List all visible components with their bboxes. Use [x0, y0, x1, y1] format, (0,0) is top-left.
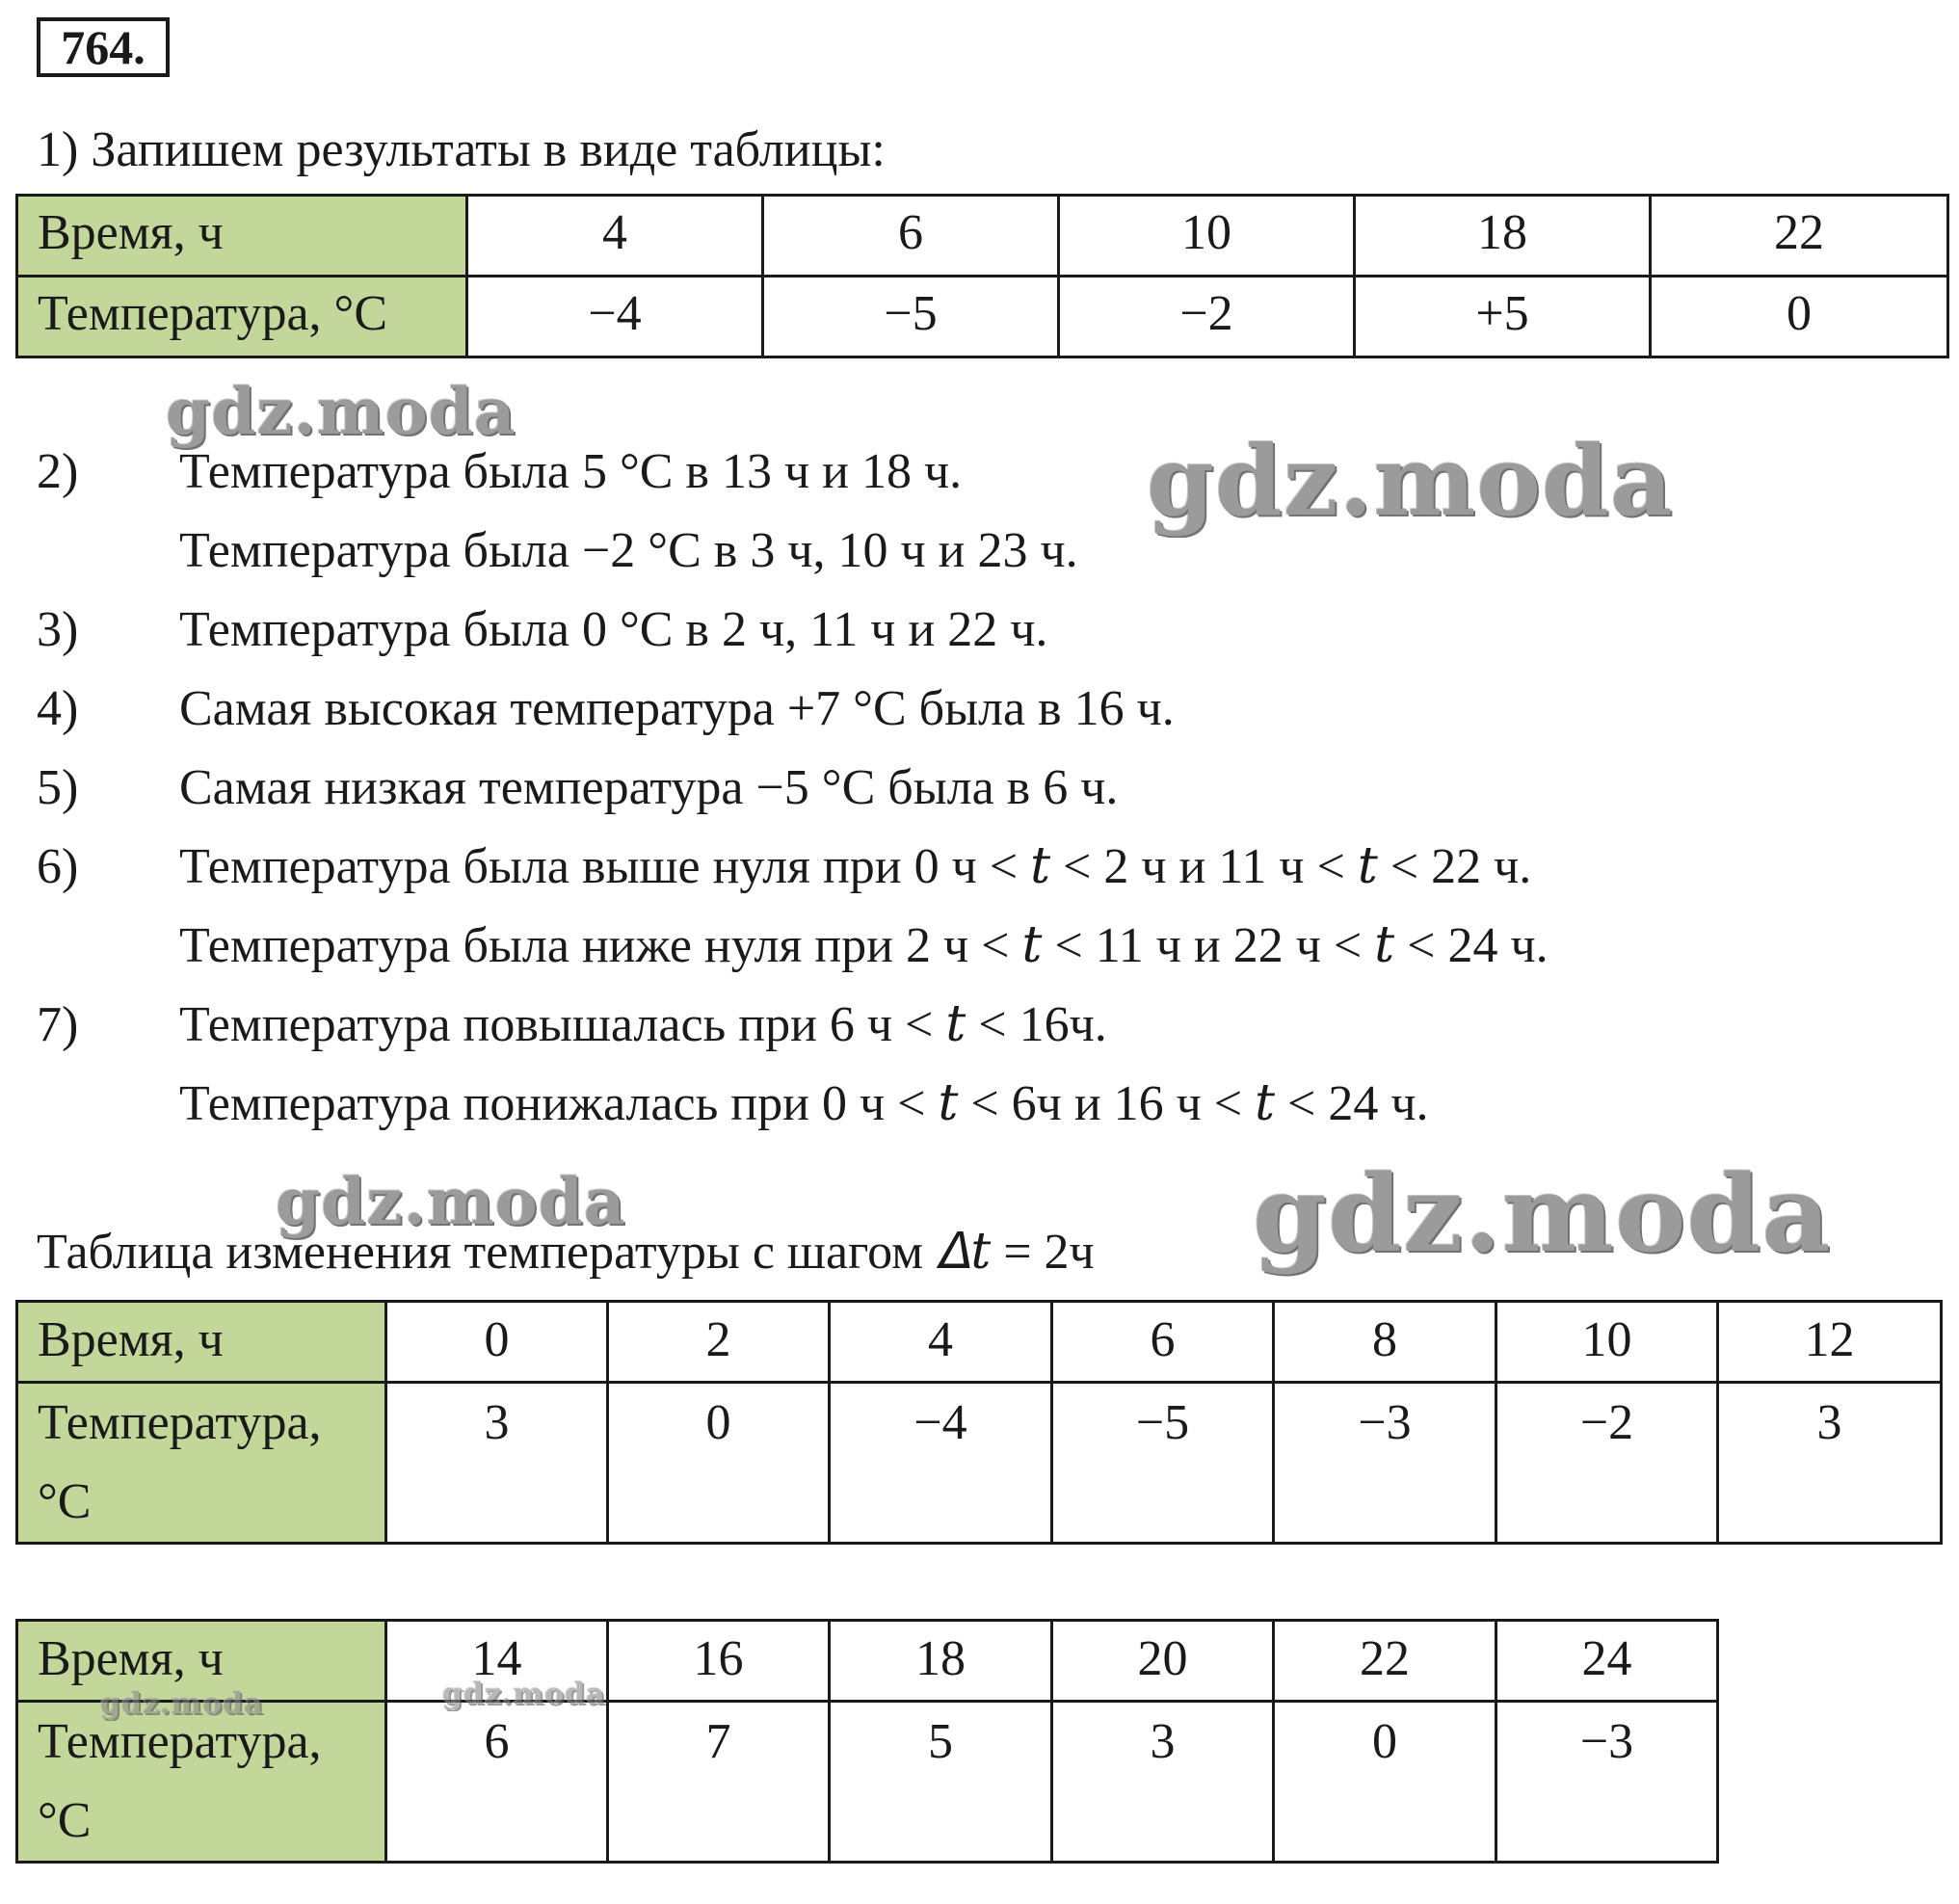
- time-cell: 8: [1274, 1302, 1496, 1383]
- answer-number: 3): [37, 602, 79, 657]
- time-cell: 20: [1052, 1621, 1274, 1702]
- time-row: [17, 1621, 1718, 1702]
- time-cell: 12: [1718, 1302, 1942, 1383]
- temperature-cell: +5: [1355, 277, 1651, 357]
- time-header: Время, ч: [17, 196, 467, 277]
- intro-text: 1) Запишем результаты в виде таблицы:: [37, 122, 886, 177]
- step-table-part-2: [15, 1619, 1719, 1864]
- time-cell: 24: [1496, 1621, 1718, 1702]
- temperature-cell: 6: [386, 1702, 608, 1863]
- temperature-header: Температура, °С: [17, 1702, 386, 1863]
- time-header: Время, ч: [17, 1302, 386, 1383]
- temperature-cell: −3: [1274, 1383, 1496, 1544]
- answer-text: Температура была 0 °С в 2 ч, 11 ч и 22 ч.: [179, 602, 1048, 657]
- temperature-cell: −4: [830, 1383, 1052, 1544]
- watermark: gdz.moda: [1147, 424, 1674, 538]
- time-cell: 6: [1052, 1302, 1274, 1383]
- temperature-cell: 7: [608, 1702, 830, 1863]
- temperature-row: [17, 277, 1948, 357]
- temperature-cell: 3: [386, 1383, 608, 1544]
- problem-number: 764.: [37, 17, 170, 77]
- answer-text: Самая высокая температура +7 °С была в 16 ч.: [179, 681, 1175, 736]
- time-cell: 18: [830, 1621, 1052, 1702]
- time-row: [17, 196, 1948, 277]
- time-cell: 22: [1274, 1621, 1496, 1702]
- temperature-row: [17, 1702, 1718, 1863]
- time-cell: 4: [467, 196, 763, 277]
- answer-text: Самая низкая температура −5 °С была в 6 ч.: [179, 760, 1119, 815]
- time-cell: 16: [608, 1621, 830, 1702]
- temperature-cell: −4: [467, 277, 763, 357]
- watermark: gdz.moda: [276, 1164, 626, 1239]
- results-table: [15, 194, 1949, 358]
- answer-text: Температура была ниже нуля при 2 ч < 𝑡 < 11 ч и 22 ч < 𝑡 < 24 ч.: [179, 918, 1549, 973]
- time-cell: 0: [386, 1302, 608, 1383]
- answer-number: 7): [37, 997, 79, 1052]
- temperature-cell: 0: [608, 1383, 830, 1544]
- answer-text: Температура была −2 °С в 3 ч, 10 ч и 23 ч.: [179, 523, 1078, 578]
- temperature-cell: −2: [1496, 1383, 1718, 1544]
- answer-text: Температура была 5 °С в 13 ч и 18 ч.: [179, 444, 963, 499]
- temperature-cell: 3: [1052, 1702, 1274, 1863]
- temperature-cell: 0: [1274, 1702, 1496, 1863]
- time-cell: 2: [608, 1302, 830, 1383]
- temperature-cell: 3: [1718, 1383, 1942, 1544]
- answer-number: 5): [37, 760, 79, 815]
- watermark: gdz.moda: [166, 374, 516, 449]
- step-table-caption: Таблица изменения температуры с шагом 𝛥𝑡 = 2ч: [37, 1225, 1095, 1280]
- temperature-cell: −3: [1496, 1702, 1718, 1863]
- answer-number: 4): [37, 681, 79, 736]
- answer-text: Температура повышалась при 6 ч < 𝑡 < 16ч.: [179, 997, 1107, 1052]
- time-cell: 22: [1651, 196, 1948, 277]
- answer-number: 2): [37, 444, 79, 499]
- temperature-cell: −5: [763, 277, 1059, 357]
- temperature-cell: −5: [1052, 1383, 1274, 1544]
- answer-number: 6): [37, 839, 79, 894]
- time-cell: 10: [1059, 196, 1355, 277]
- time-row: [17, 1302, 1942, 1383]
- temperature-header: Температура, °С: [17, 277, 467, 357]
- time-cell: 14: [386, 1621, 608, 1702]
- temperature-cell: 5: [830, 1702, 1052, 1863]
- temperature-header: Температура, °С: [17, 1383, 386, 1544]
- answer-text: Температура понижалась при 0 ч < 𝑡 < 6ч и 16 ч < 𝑡 < 24 ч.: [179, 1076, 1429, 1131]
- time-cell: 18: [1355, 196, 1651, 277]
- step-table-part-1: [15, 1300, 1943, 1545]
- time-cell: 10: [1496, 1302, 1718, 1383]
- watermark: gdz.moda: [100, 1687, 264, 1721]
- temperature-cell: −2: [1059, 277, 1355, 357]
- watermark: gdz.moda: [1253, 1151, 1832, 1276]
- temperature-cell: 0: [1651, 277, 1948, 357]
- answer-text: Температура была выше нуля при 0 ч < 𝑡 < 2 ч и 11 ч < 𝑡 < 22 ч.: [179, 839, 1532, 894]
- temperature-row: [17, 1383, 1942, 1544]
- time-cell: 6: [763, 196, 1059, 277]
- time-cell: 4: [830, 1302, 1052, 1383]
- time-header: Время, ч: [17, 1621, 386, 1702]
- watermark: gdz.moda: [442, 1678, 606, 1711]
